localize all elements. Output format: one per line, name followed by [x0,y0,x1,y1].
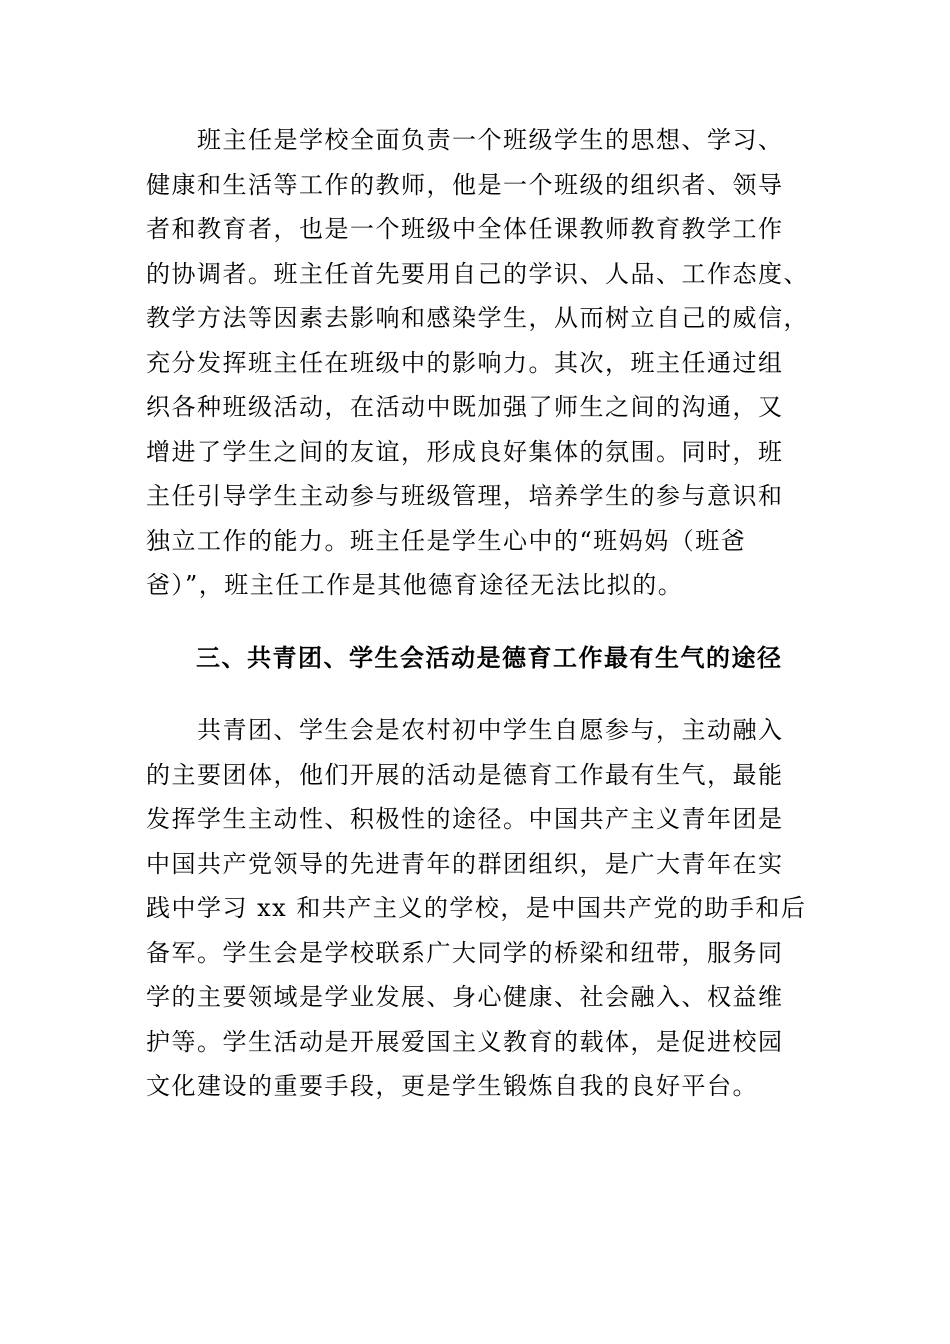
text-line: 的协调者。班主任首先要用自己的学识、人品、工作态度、 [146,259,809,288]
paragraph-youth-league [146,708,806,1109]
text-line: 独立工作的能力。班主任是学生心中的“班妈妈（班爸 [146,526,747,555]
text-line: 备军。学生会是学校联系广大同学的桥梁和纽带，服务同 [146,938,784,967]
text-line: 护等。学生活动是开展爱国主义教育的载体，是促进校园 [146,1027,784,1056]
section-heading: 三、共青团、学生会活动是德育工作最有生气的途径 [196,643,783,672]
text-line: 健康和生活等工作的教师，他是一个班级的组织者、领导 [146,170,784,199]
text-line: 主任引导学生主动参与班级管理，培养学生的参与意识和 [146,482,784,510]
text-line: 者和教育者，也是一个班级中全体任课教师教育教学工作 [146,215,784,243]
paragraph-class-teacher [146,118,809,608]
text-line: 教学方法等因素去影响和感染学生，从而树立自己的威信， [146,304,809,332]
text-line: 学的主要领域是学业发展、身心健康、社会融入、权益维 [146,983,784,1011]
text-line: 充分发挥班主任在班级中的影响力。其次，班主任通过组 [146,348,784,377]
text-line: 文化建设的重要手段，更是学生锻炼自我的良好平台。 [146,1072,758,1100]
text-line: 共青团、学生会是农村初中学生自愿参与，主动融入 [146,716,784,744]
text-line: 爸）”，班主任工作是其他德育途径无法比拟的。 [146,571,684,599]
text-line: 织各种班级活动，在活动中既加强了师生之间的沟通，又 [146,393,784,421]
text-line: 班主任是学校全面负责一个班级学生的思想、学习、 [146,126,784,154]
text-line: 发挥学生主动性、积极性的途径。中国共产主义青年团是 [146,805,784,833]
text-line: 的主要团体，他们开展的活动是德育工作最有生气，最能 [146,760,784,789]
text-line: 中国共产党领导的先进青年的群团组织，是广大青年在实 [146,849,784,878]
text-line: 增进了学生之间的友谊，形成良好集体的氛围。同时，班 [146,437,784,466]
text-line: 践中学习 xx 和共产主义的学校，是中国共产党的助手和后 [146,894,807,922]
